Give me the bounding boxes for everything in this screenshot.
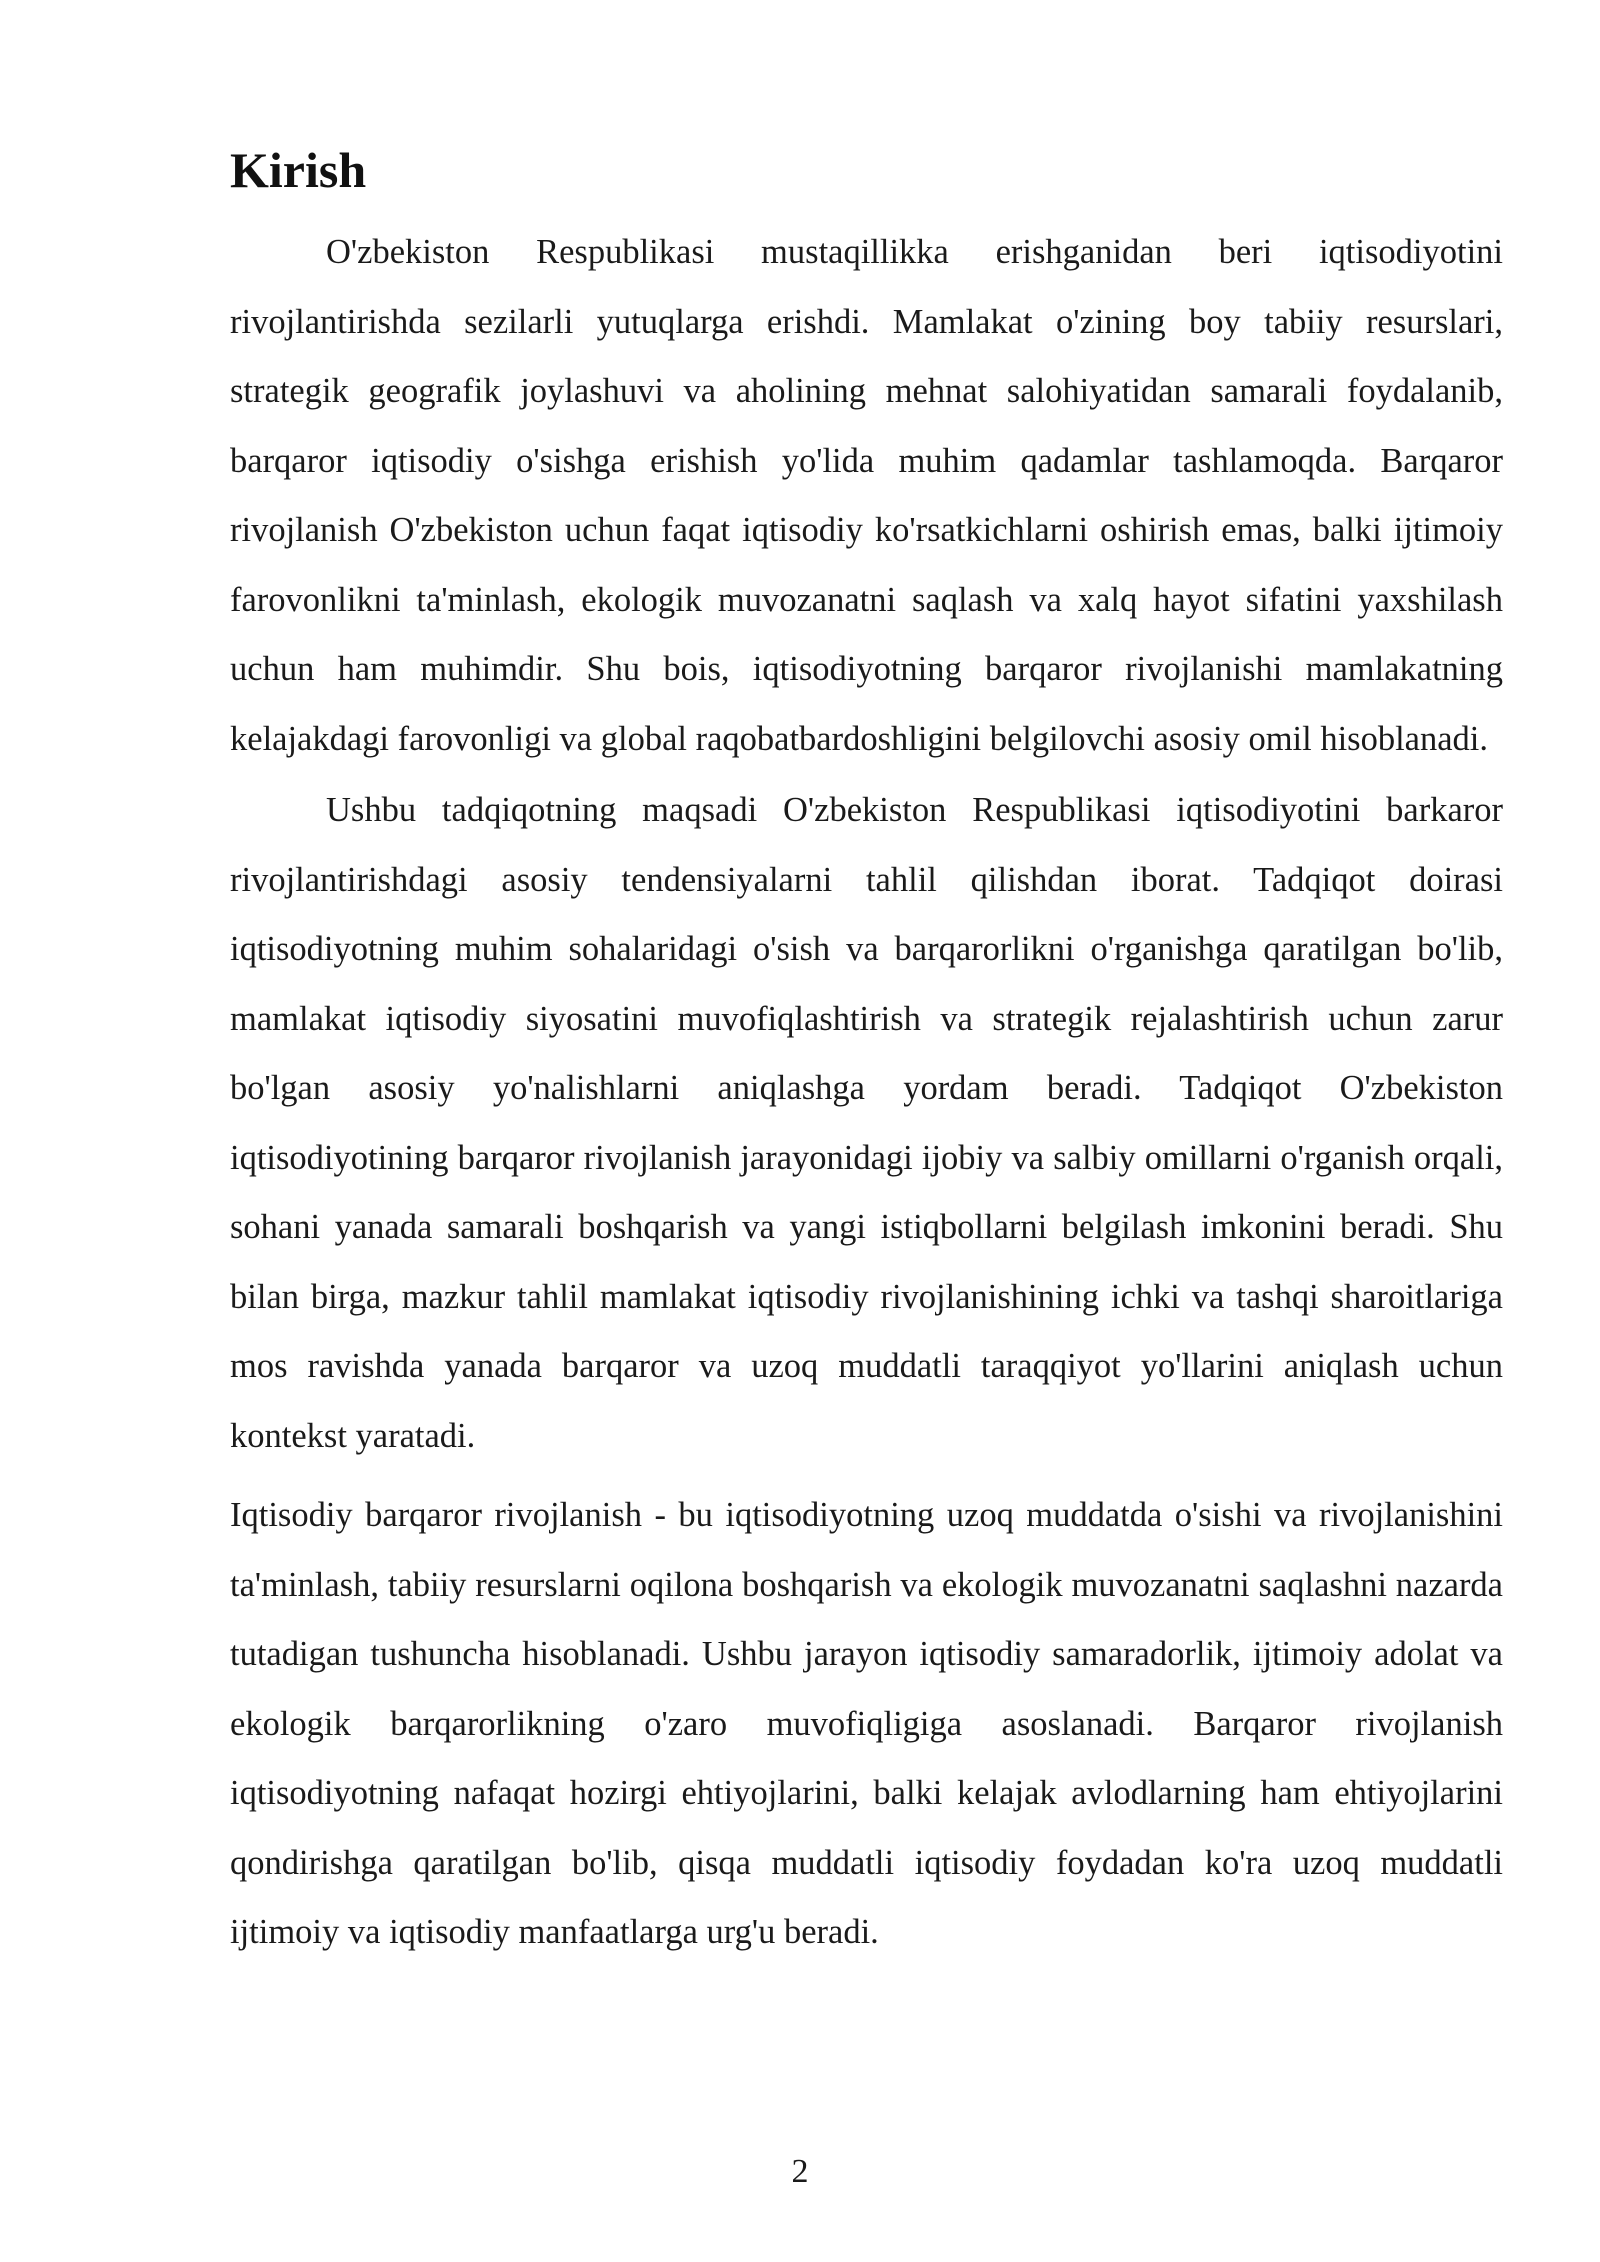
page-number: 2 — [791, 2153, 809, 2190]
paragraph-research-goal: Ushbu tadqiqotning maqsadi O'zbekiston Respublikasi iqtisodiyotini barkaror rivojlantirishdagi asosiy tendensiyalarni tahlil qilishdan iborat. Tadqiqot doirasi iqtisodiyotning muhim sohalaridagi o'sish va barqarorlikni o'rganishga qaratilgan bo'lib, mamlakat iqtisodiy siyosatini muvofiqlashtirish va strategik rejalashtirish uchun zarur bo'lgan asosiy yo'nalishlarni aniqlashga yordam beradi. Tadqiqot O'zbekiston iqtisodiyotining barqaror rivojlanish jarayonidagi ijobiy va salbiy omillarni o'rganish orqali, sohani yanada samarali boshqarish va yangi istiqbollarni belgilash imkonini beradi. Shu bilan birga, mazkur tahlil mamlakat iqtisodiy rivojlanishining ichki va tashqi sharoitlariga mos ravishda yanada barqaror va uzoq muddatli taraqqiyot yo'llarini aniqlash uchun kontekst yaratadi. — [230, 791, 1503, 1455]
section-heading: Kirish — [230, 142, 367, 198]
paragraph-definition: Iqtisodiy barqaror rivojlanish - bu iqtisodiyotning uzoq muddatda o'sishi va rivojlanishini ta'minlash, tabiiy resurslarni oqilona boshqarish va ekologik muvozanatni saqlashni nazarda tutadigan tushuncha hisoblanadi. Ushbu jarayon iqtisodiy samaradorlik, ijtimoiy adolat va ekologik barqarorlikning o'zaro muvofiqligiga asoslanadi. Barqaror rivojlanish iqtisodiyotning nafaqat hozirgi ehtiyojlarini, balki kelajak avlodlarning ham ehtiyojlarini qondirishga qaratilgan bo'lib, qisqa muddatli iqtisodiy foydadan ko'ra uzoq muddatli ijtimoiy va iqtisodiy manfaatlarga urg'u beradi. — [230, 1496, 1503, 1951]
document-body — [230, 140, 1503, 1968]
paragraph-intro: O'zbekiston Respublikasi mustaqillikka erishganidan beri iqtisodiyotini rivojlantirishda sezilarli yutuqlarga erishdi. Mamlakat o'zining boy tabiiy resurslari, strategik geografik joylashuvi va aholining mehnat salohiyatidan samarali foydalanib, barqaror iqtisodiy o'sishga erishish yo'lida muhim qadamlar tashlamoqda. Barqaror rivojlanish O'zbekiston uchun faqat iqtisodiy ko'rsatkichlarni oshirish emas, balki ijtimoiy farovonlikni ta'minlash, ekologik muvozanatni saqlash va xalq hayot sifatini yaxshilash uchun ham muhimdir. Shu bois, iqtisodiyotning barqaror rivojlanishi mamlakatning kelajakdagi farovonligi va global raqobatbardoshligini belgilovchi asosiy omil hisoblanadi. — [230, 233, 1503, 758]
